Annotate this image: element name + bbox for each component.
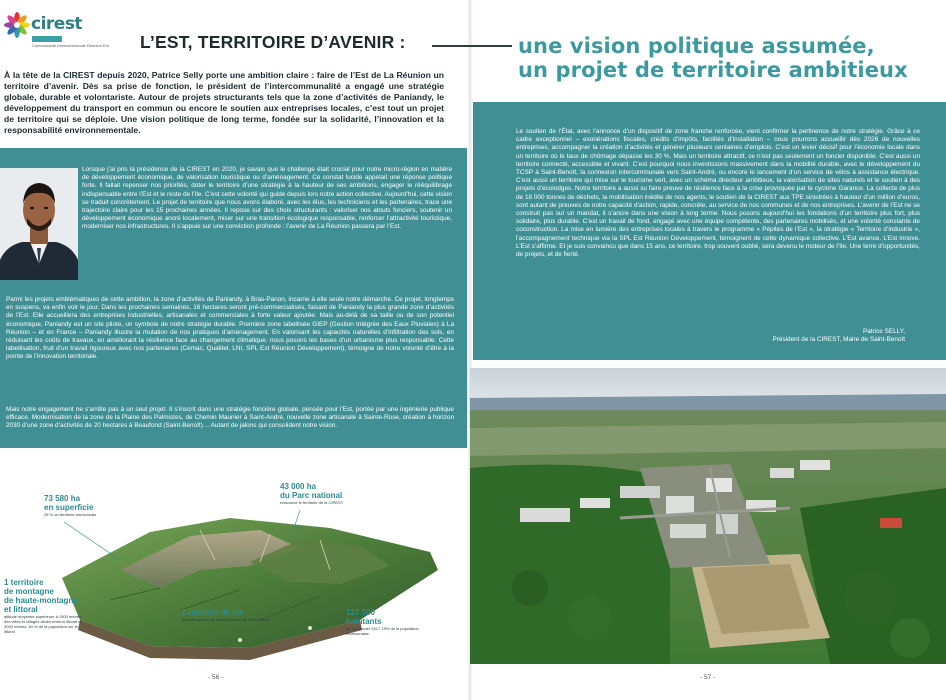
signature-name: Patrice SELLY, xyxy=(862,328,905,335)
annotation-area xyxy=(44,494,96,517)
park-note: ressource le territoire de la CIREST xyxy=(280,500,344,505)
letter-paragraph-1: Lorsque j’ai pris la présidence de la CIREST en 2020, je savais que le challenge était crucial pour notre micro-région en matière de développement économique, de valorisation touristique ou d’aménagement. Ce constat lucide appelait une réponse politique forte. Il fallait repenser nos priorités, doter le territoire d’une stratégie à la hauteur de ses ambitions, engager le rééquilibrage indispensable entre l’Est et le reste de l’île. C’est cette volonté qui guide depuis lors notre action collective. Aujourd’hui, cette vision se traduit concrètement. Le projet de territoire que nous avons élaboré, avec les élus, les techniciens et les partenaires, trace une trajectoire claire pour les 15 prochaines années. Il repose sur des choix structurants : valoriser nos atouts fonciers, soutenir un développement économique ancré localement, miser sur une transition écologique responsable, renforcer l’attractivité touristique, moderniser nos infrastructures. Il s’appuie sur une conviction profonde : l’avenir de La Réunion passera par l’Est. xyxy=(82,166,452,231)
population-unit: habitants xyxy=(346,617,382,626)
mountain-line-3: et littoral xyxy=(4,605,38,614)
signature xyxy=(690,328,905,344)
area-value: 73 580 ha xyxy=(44,494,81,503)
headline-rule xyxy=(432,45,512,47)
mountain-line-1: de montagne xyxy=(4,587,54,596)
headline-right-line-2: un projet de territoire ambitieux xyxy=(518,58,908,82)
page-number-right: - 57 - xyxy=(700,674,716,681)
page-number-left: - 56 - xyxy=(208,674,224,681)
mountain-line-2: de haute-montagne xyxy=(4,596,78,605)
population-value: 127 500 xyxy=(346,608,375,617)
area-note: 25 % du territoire réunionnais xyxy=(44,512,97,517)
headline-left: L’EST, TERRITOIRE D’AVENIR : xyxy=(140,32,406,52)
signature-title: Président de la CIREST, Maire de Saint-Benoît xyxy=(772,336,905,344)
annotation-population xyxy=(346,608,436,636)
mountain-value: 1 territoire xyxy=(4,578,44,587)
left-page xyxy=(0,0,470,700)
cirest-logo xyxy=(4,10,109,50)
flower-icon xyxy=(4,12,30,38)
area-unit: en superficie xyxy=(44,503,94,512)
mountain-note: altitude moyenne supérieure à 1500 mètres, des villes et villages situés entre le littoral et 3000 mètres. 84 % de la population sur le littoral xyxy=(4,614,83,634)
annotation-mountain xyxy=(4,578,86,634)
park-unit: du Parc national xyxy=(280,491,343,500)
population-note: au 1er janvier 2017 15% de la population réunionnaise xyxy=(346,626,419,636)
letter-paragraph-2: Parmi les projets emblématiques de cette ambition, la zone d’activités de Paniandy, à Bras-Panon, incarne à elle seule notre démarche. Ce projet, longtemps en suspens, va enfin voir le jour. Dans les prochaines semaines, 16 hectares seront pré-commercialisés, faisant de Paniandy la plus grande zone d’activités de l’Est. Elle accueillera des entreprises industrielles, artisanales et commerciales à forte valeur ajoutée. Mais au-delà de sa taille ou de son potentiel économique, Paniandy est un site pilote, un symbole de notre stratégie durable. Première zone labellisée GIEP (Gestion Intégrée des Eaux Pluviales) à La Réunion – et en France – Paniandy illustre la mutation de nos pratiques d’aménagement. En valorisant les capacités naturelles d’infiltration des sols, en réduisant les coûts de travaux, en améliorant la résilience face au changement climatique, nous posons les bases d’un urbanisme plus responsable. Cette labellisation, fruit d’un travail rigoureux avec nos partenaires (Cemac, Qualitel, LNI, SPL Est Réunion Développement), témoigne de notre volonté d’être à la pointe de l’innovation territoriale. xyxy=(6,296,454,361)
portrait-photo xyxy=(0,168,78,280)
logo-subtitle: Communauté Intercommunale Réunion Est xyxy=(32,43,109,48)
relief-map xyxy=(0,470,467,675)
logo-wordmark: cirest xyxy=(31,14,83,34)
headline-right-line-1: une vision politique assumée, xyxy=(518,34,875,58)
annotation-basins xyxy=(182,608,272,622)
park-value: 43 000 ha xyxy=(280,482,317,491)
aerial-photo xyxy=(470,368,946,664)
letter-paragraph-3: Mais notre engagement ne s’arrête pas à un seul projet. Il s’inscrit dans une stratégie foncière globale, pensée pour l’Est, portée par une ingénierie publique efficace. Modernisation de la zone de la Plaine des Palmistes, de Chemin Maunier à Saint-André, nouvelle zone artisanale à Sainte-Rose, création à horizon 2030 d’une zone d’activités de 20 hectares à Beaufond (Saint-Benoît)… Autant de jalons qui consolident notre vision. xyxy=(6,406,454,430)
basins-value: 2 bassins de vie xyxy=(182,608,244,617)
logo-strip xyxy=(32,36,62,42)
annotation-park xyxy=(280,482,343,505)
basins-note: articulés autour de Saint-André et de Saint-Benoît xyxy=(182,617,271,622)
intro-paragraph: À la tête de la CIREST depuis 2020, Patrice Selly porte une ambition claire : faire de l’Est de La Réunion un territoire d’avenir. Dès sa prise de fonction, le président de l’intercommunalité a engagé une stratégie globale, durable et volontariste. Autour de projets structurants tels que la zone d’activités de Paniandy, le développement du transport en commun ou encore le soutien aux entreprises locales, c’est tout un projet de territoire qui se déploie. Une vision politique de long terme, fondée sur la solidarité, l’innovation et la responsabilité environnementale. xyxy=(4,70,444,135)
letter-paragraph-right: Le soutien de l’État, avec l’annonce d’un dispositif de zone franche renforcée, vient confirmer la pertinence de notre stratégie. Grâce à ce cadre exceptionnel – exonérations fiscales, crédits d’impôts, facilités d’installation – nous pourrons accueillir dès 2026 de nouvelles entreprises, accompagner la création d’activités et générer plusieurs centaines d’emplois. C’est un levier décisif pour l’économie locale dans un territoire où le taux de chômage dépasse les 30 %. Mais un territoire attractif, ce n’est pas seulement un foncier disponible. C’est aussi un territoire connecté, accessible et vivant. C’est pourquoi nous investissons massivement dans la mobilité durable, avec le développement du TCSP à Saint-Benoît, la connexion intercommunale vers Saint-André, ou encore le lancement d’un service de vélos à assistance électrique. C’est aussi un territoire qui mise sur le tourisme vert, avec un schéma directeur ambitieux, la valorisation de sites naturels et le soutien à des projets d’écolodges. Notre territoire a aussi su faire preuve de résilience face à la crise provoquée par le cyclone Garance. La collecte de plus de 18 000 tonnes de déchets, la mobilisation inédite de nos agents, le soutien de la CIREST aux TPE sinistrées à hauteur d’un million d’euros, sont autant de preuves de notre capacité d’action, rapide, concrète, au service de nos communes et de nos entreprises. L’avenir de l’Est ne se construit pas sur un mandat, il s’ancre dans une vision à long terme. Nous posons aujourd’hui les fondations d’un territoire plus fort, plus solidaire, plus durable. C’est un travail de fond, engagé avec une équipe compétente, des partenaires mobilisés, et une volonté constante de coconstruction. La mise en lumière des entreprises locales à travers le programme « Pépites de l’Est », la stratégie « Territoire d’industrie », l’accompagnement technique via la SPL Est Réunion Développement, témoignent de cette dynamique collective. L’Est avance. L’Est innove. L’Est s’affirme. Et je suis convaincu que dans 15 ans, ce territoire, trop souvent oublié, sera devenu le moteur de l’île. Une terre d’opportunités, de projets, et de fierté. xyxy=(516,128,920,259)
